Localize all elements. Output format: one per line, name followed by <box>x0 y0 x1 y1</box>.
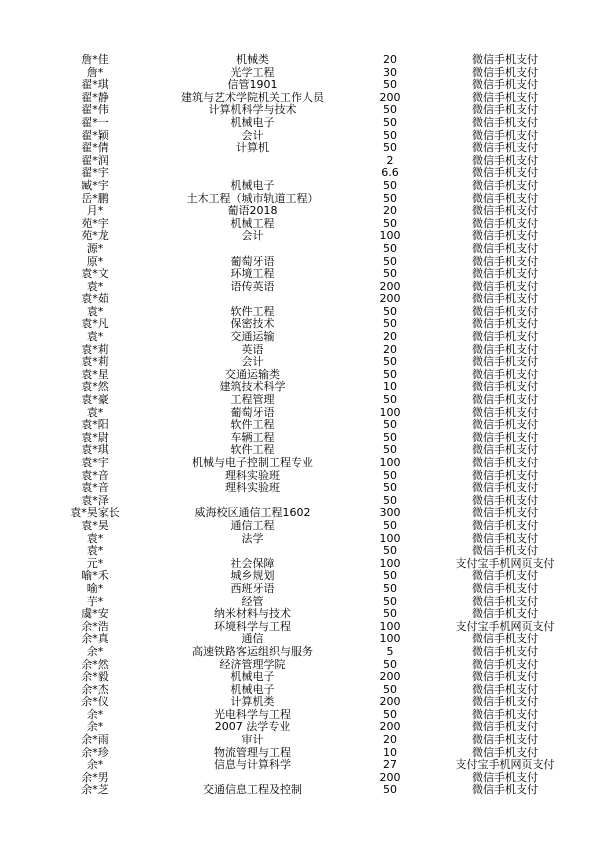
donation-amount: 50 <box>383 178 397 192</box>
payment-method: 微信手机支付 <box>472 783 538 797</box>
donor-major: 机械电子 <box>230 115 275 129</box>
table-row <box>0 759 600 772</box>
donation-amount: 50 <box>383 367 397 381</box>
payment-method: 微信手机支付 <box>472 229 538 243</box>
payment-method: 微信手机支付 <box>472 267 538 281</box>
donor-name: 袁* <box>86 405 104 419</box>
donor-major: 英语 <box>241 342 264 356</box>
donation-amount: 5 <box>386 644 394 658</box>
donor-name: 袁*泽 <box>81 493 109 507</box>
donation-amount: 10 <box>383 380 397 394</box>
donation-amount: 50 <box>383 481 397 495</box>
donation-amount: 200 <box>379 670 401 684</box>
donor-major: 保密技术 <box>230 317 275 331</box>
donation-amount: 50 <box>383 141 397 155</box>
payment-method: 微信手机支付 <box>472 443 538 457</box>
donation-amount: 100 <box>379 456 401 469</box>
donor-major: 经管 <box>241 594 264 608</box>
table-row <box>0 608 600 621</box>
donation-amount: 50 <box>383 103 397 117</box>
payment-method: 微信手机支付 <box>472 342 538 356</box>
payment-method: 微信手机支付 <box>472 166 538 180</box>
donation-amount: 50 <box>383 78 397 92</box>
donor-major: 理科实验班 <box>225 468 280 482</box>
donor-name: 袁*阳 <box>81 418 109 432</box>
payment-method: 微信手机支付 <box>472 733 538 747</box>
payment-method: 微信手机支付 <box>472 292 538 306</box>
donor-major: 交通运输 <box>230 330 275 344</box>
donor-major: 2007 法学专业 <box>214 720 291 734</box>
table-row <box>0 331 600 344</box>
donor-name: 岳*鹏 <box>81 191 109 205</box>
payment-method: 微信手机支付 <box>472 569 538 583</box>
donor-major: 软件工程 <box>230 418 275 432</box>
donor-name: 袁* <box>86 544 104 558</box>
donation-amount: 50 <box>383 707 397 721</box>
payment-method: 微信手机支付 <box>472 695 538 709</box>
donation-amount: 50 <box>383 393 397 407</box>
payment-method: 微信手机支付 <box>472 506 538 520</box>
table-row <box>0 117 600 130</box>
payment-method: 微信手机支付 <box>472 745 538 759</box>
donor-major: 法学 <box>241 531 264 545</box>
payment-method: 微信手机支付 <box>472 367 538 381</box>
donor-major: 经济管理学院 <box>219 657 286 671</box>
table-row <box>0 205 600 218</box>
donor-major: 信息与计算科学 <box>214 758 291 772</box>
payment-method: 微信手机支付 <box>472 468 538 482</box>
donor-major: 机械类 <box>236 53 269 66</box>
donation-amount: 50 <box>383 682 397 696</box>
donor-major: 城乡规划 <box>230 569 275 583</box>
donor-name: 苑*宇 <box>81 216 109 230</box>
donor-name: 袁*文 <box>81 267 109 281</box>
donation-amount: 100 <box>379 556 401 570</box>
donation-amount: 200 <box>379 770 401 784</box>
payment-method: 微信手机支付 <box>472 128 538 142</box>
donation-amount: 20 <box>383 330 397 344</box>
donor-name: 翟*伟 <box>81 103 109 117</box>
table-row <box>0 419 600 432</box>
donation-amount: 30 <box>383 65 397 79</box>
donation-amount: 50 <box>383 430 397 444</box>
donor-name: 袁*莉 <box>81 355 109 369</box>
donor-major: 葡萄牙语 <box>230 405 275 419</box>
payment-method: 微信手机支付 <box>472 279 538 293</box>
payment-method: 微信手机支付 <box>472 707 538 721</box>
donor-name: 袁* <box>86 279 104 293</box>
payment-method: 微信手机支付 <box>472 65 538 79</box>
donor-major <box>160 293 345 306</box>
donation-amount: 50 <box>383 544 397 558</box>
donor-name: 翟*润 <box>81 153 109 167</box>
table-row <box>0 293 600 306</box>
donor-major: 光学工程 <box>230 65 275 79</box>
table-row <box>0 54 600 67</box>
donation-amount: 20 <box>383 53 397 66</box>
donor-name: 袁*音 <box>81 481 109 495</box>
table-row <box>0 268 600 281</box>
donor-name: 余* <box>86 720 104 734</box>
donation-amount: 50 <box>383 115 397 129</box>
payment-method: 微信手机支付 <box>472 657 538 671</box>
donor-major: 信管1901 <box>227 78 278 92</box>
donor-name: 余* <box>86 644 104 658</box>
donor-name: 余* <box>86 758 104 772</box>
table-row <box>0 583 600 596</box>
payment-method: 微信手机支付 <box>472 355 538 369</box>
donor-major: 葡萄牙语 <box>230 254 275 268</box>
payment-method: 微信手机支付 <box>472 670 538 684</box>
payment-method: 微信手机支付 <box>472 53 538 66</box>
payment-method: 微信手机支付 <box>472 317 538 331</box>
payment-method: 微信手机支付 <box>472 153 538 167</box>
donation-amount: 50 <box>383 581 397 595</box>
table-row <box>0 646 600 659</box>
payment-method: 微信手机支付 <box>472 330 538 344</box>
payment-method: 微信手机支付 <box>472 607 538 621</box>
payment-method: 支付宝手机网页支付 <box>455 619 555 633</box>
payment-method: 微信手机支付 <box>472 581 538 595</box>
donor-name: 袁* <box>86 304 104 318</box>
donation-amount: 50 <box>383 355 397 369</box>
donor-name: 翟*静 <box>81 90 109 104</box>
donor-name: 余* <box>86 707 104 721</box>
donor-major: 软件工程 <box>230 443 275 457</box>
donor-major: 社会保障 <box>230 556 275 570</box>
donation-amount: 50 <box>383 607 397 621</box>
donation-amount: 50 <box>383 468 397 482</box>
payment-method: 微信手机支付 <box>472 90 538 104</box>
donation-amount: 50 <box>383 216 397 230</box>
donor-major: 工程管理 <box>230 393 275 407</box>
payment-method: 微信手机支付 <box>472 304 538 318</box>
donor-major <box>160 545 345 558</box>
payment-method: 微信手机支付 <box>472 178 538 192</box>
donor-name: 余*雨 <box>81 733 109 747</box>
donation-amount: 6.6 <box>381 166 399 180</box>
donation-amount: 50 <box>383 317 397 331</box>
payment-method: 微信手机支付 <box>472 405 538 419</box>
donor-name: 詹* <box>86 65 104 79</box>
donor-major: 审计 <box>241 733 264 747</box>
donor-major: 环境科学与工程 <box>214 619 291 633</box>
donation-amount: 50 <box>383 267 397 281</box>
donor-major: 光电科学与工程 <box>214 707 291 721</box>
donor-major: 计算机科学与技术 <box>208 103 297 117</box>
donor-name: 元* <box>86 556 104 570</box>
payment-method: 微信手机支付 <box>472 682 538 696</box>
payment-method: 微信手机支付 <box>472 380 538 394</box>
donor-name: 余*男 <box>81 770 109 784</box>
donor-major: 机械与电子控制工程专业 <box>192 456 313 469</box>
donor-name: 月* <box>86 204 104 218</box>
donor-name: 喻* <box>86 581 104 595</box>
donor-major: 计算机 <box>236 141 269 155</box>
donor-name: 袁*茹 <box>81 292 109 306</box>
donor-major: 葡语2018 <box>227 204 278 218</box>
donation-amount: 100 <box>379 632 401 646</box>
donor-major: 交通运输类 <box>225 367 280 381</box>
donation-amount: 20 <box>383 204 397 218</box>
table-row <box>0 79 600 92</box>
donor-major: 计算机类 <box>230 695 275 709</box>
donor-name: 袁*豪 <box>81 393 109 407</box>
donor-major: 环境工程 <box>230 267 275 281</box>
donor-major <box>160 155 345 168</box>
donation-amount: 300 <box>379 506 401 520</box>
payment-method: 微信手机支付 <box>472 204 538 218</box>
donor-name: 袁*莉 <box>81 342 109 356</box>
donation-amount: 2 <box>386 153 394 167</box>
table-row <box>0 394 600 407</box>
donor-major: 会计 <box>241 229 264 243</box>
donor-name: 翟*倩 <box>81 141 109 155</box>
donation-amount: 200 <box>379 720 401 734</box>
donor-major: 语传英语 <box>230 279 275 293</box>
donation-amount: 50 <box>383 518 397 532</box>
payment-method: 微信手机支付 <box>472 141 538 155</box>
payment-method: 微信手机支付 <box>472 103 538 117</box>
donor-major: 物流管理与工程 <box>214 745 291 759</box>
payment-method: 微信手机支付 <box>472 481 538 495</box>
donor-major <box>160 243 345 256</box>
donation-amount: 200 <box>379 279 401 293</box>
donor-name: 源* <box>86 241 104 255</box>
donor-major: 会计 <box>241 128 264 142</box>
donation-amount: 50 <box>383 493 397 507</box>
donor-name: 苑*龙 <box>81 229 109 243</box>
donor-major: 土木工程（城市轨道工程） <box>186 191 319 205</box>
table-row <box>0 671 600 684</box>
donation-amount: 20 <box>383 342 397 356</box>
donor-major: 机械电子 <box>230 682 275 696</box>
donor-major: 车辆工程 <box>230 430 275 444</box>
donor-major: 建筑与艺术学院机关工作人员 <box>181 90 324 104</box>
donor-name: 臧*宇 <box>81 178 109 192</box>
donation-amount: 100 <box>379 531 401 545</box>
donation-amount: 100 <box>379 229 401 243</box>
table-row <box>0 180 600 193</box>
donation-amount: 100 <box>379 405 401 419</box>
donor-name: 余*浩 <box>81 619 109 633</box>
donation-amount: 50 <box>383 254 397 268</box>
donor-name: 余*真 <box>81 632 109 646</box>
donor-name: 袁*音 <box>81 468 109 482</box>
donor-name: 袁*尉 <box>81 430 109 444</box>
donation-amount: 27 <box>383 758 397 772</box>
donation-amount: 50 <box>383 128 397 142</box>
donor-name: 袁*然 <box>81 380 109 394</box>
donor-name: 喻*禾 <box>81 569 109 583</box>
payment-method: 微信手机支付 <box>472 531 538 545</box>
payment-method: 微信手机支付 <box>472 254 538 268</box>
donor-major: 威海校区通信工程1602 <box>194 506 311 520</box>
payment-method: 微信手机支付 <box>472 393 538 407</box>
table-row <box>0 520 600 533</box>
donor-name: 余*仪 <box>81 695 109 709</box>
table-row <box>0 734 600 747</box>
payment-method: 支付宝手机网页支付 <box>455 758 555 772</box>
donor-name: 原* <box>86 254 104 268</box>
donation-amount: 200 <box>379 695 401 709</box>
donation-amount: 50 <box>383 443 397 457</box>
donor-name: 余*芝 <box>81 783 109 797</box>
payment-method: 支付宝手机网页支付 <box>455 556 555 570</box>
donor-name: 詹*佳 <box>81 53 109 66</box>
table-row <box>0 142 600 155</box>
payment-method: 微信手机支付 <box>472 518 538 532</box>
table-row <box>0 784 600 797</box>
donor-name: 余*毅 <box>81 670 109 684</box>
table-row <box>0 545 600 558</box>
donor-major: 通信 <box>241 632 264 646</box>
donor-name: 芋* <box>86 594 104 608</box>
payment-method: 微信手机支付 <box>472 544 538 558</box>
payment-method: 微信手机支付 <box>472 430 538 444</box>
donor-major: 建筑技术科学 <box>219 380 286 394</box>
payment-method: 微信手机支付 <box>472 78 538 92</box>
donation-amount: 50 <box>383 783 397 797</box>
donation-amount: 200 <box>379 90 401 104</box>
table-row <box>0 356 600 369</box>
donor-name: 袁*宇 <box>81 456 109 469</box>
donor-name: 袁*星 <box>81 367 109 381</box>
donor-major: 高速铁路客运组织与服务 <box>192 644 313 658</box>
donation-amount: 50 <box>383 304 397 318</box>
donor-name: 余*然 <box>81 657 109 671</box>
donation-amount: 50 <box>383 594 397 608</box>
donation-amount: 50 <box>383 657 397 671</box>
table-row <box>0 457 600 470</box>
donor-major: 通信工程 <box>230 518 275 532</box>
payment-method: 微信手机支付 <box>472 456 538 469</box>
donation-amount: 50 <box>383 569 397 583</box>
donor-name: 翟*宇 <box>81 166 109 180</box>
donor-name: 虞*安 <box>81 607 109 621</box>
payment-method: 微信手机支付 <box>472 418 538 432</box>
donor-major: 软件工程 <box>230 304 275 318</box>
table-row <box>0 482 600 495</box>
donor-major: 交通信息工程及控制 <box>203 783 302 797</box>
donation-amount: 200 <box>379 292 401 306</box>
donation-amount: 10 <box>383 745 397 759</box>
payment-method: 微信手机支付 <box>472 644 538 658</box>
donor-major: 西班牙语 <box>230 581 275 595</box>
donor-major: 会计 <box>241 355 264 369</box>
donor-name: 袁*凡 <box>81 317 109 331</box>
donor-name: 袁* <box>86 330 104 344</box>
donor-name: 翟*一 <box>81 115 109 129</box>
donor-name: 袁*昊 <box>81 518 109 532</box>
donor-major: 理科实验班 <box>225 481 280 495</box>
payment-method: 微信手机支付 <box>472 115 538 129</box>
payment-method: 微信手机支付 <box>472 493 538 507</box>
table-row <box>0 243 600 256</box>
donor-major: 纳米材料与技术 <box>214 607 291 621</box>
donation-amount: 20 <box>383 733 397 747</box>
donation-amount: 100 <box>379 619 401 633</box>
donor-major: 机械电子 <box>230 178 275 192</box>
donor-name: 翟*颖 <box>81 128 109 142</box>
payment-method: 微信手机支付 <box>472 720 538 734</box>
payment-method: 微信手机支付 <box>472 632 538 646</box>
donation-amount: 50 <box>383 241 397 255</box>
payment-method: 微信手机支付 <box>472 241 538 255</box>
donor-name: 袁*琪 <box>81 443 109 457</box>
payment-method: 微信手机支付 <box>472 191 538 205</box>
donor-major: 机械电子 <box>230 670 275 684</box>
payment-method: 微信手机支付 <box>472 770 538 784</box>
donation-amount: 50 <box>383 418 397 432</box>
donor-name: 余*珍 <box>81 745 109 759</box>
donor-name: 袁* <box>86 531 104 545</box>
donation-amount: 50 <box>383 191 397 205</box>
donor-major: 机械工程 <box>230 216 275 230</box>
table-row <box>0 696 600 709</box>
donor-name: 余*杰 <box>81 682 109 696</box>
donor-name: 翟*琪 <box>81 78 109 92</box>
payment-method: 微信手机支付 <box>472 594 538 608</box>
payment-method: 微信手机支付 <box>472 216 538 230</box>
donor-name: 袁*昊家长 <box>70 506 120 520</box>
